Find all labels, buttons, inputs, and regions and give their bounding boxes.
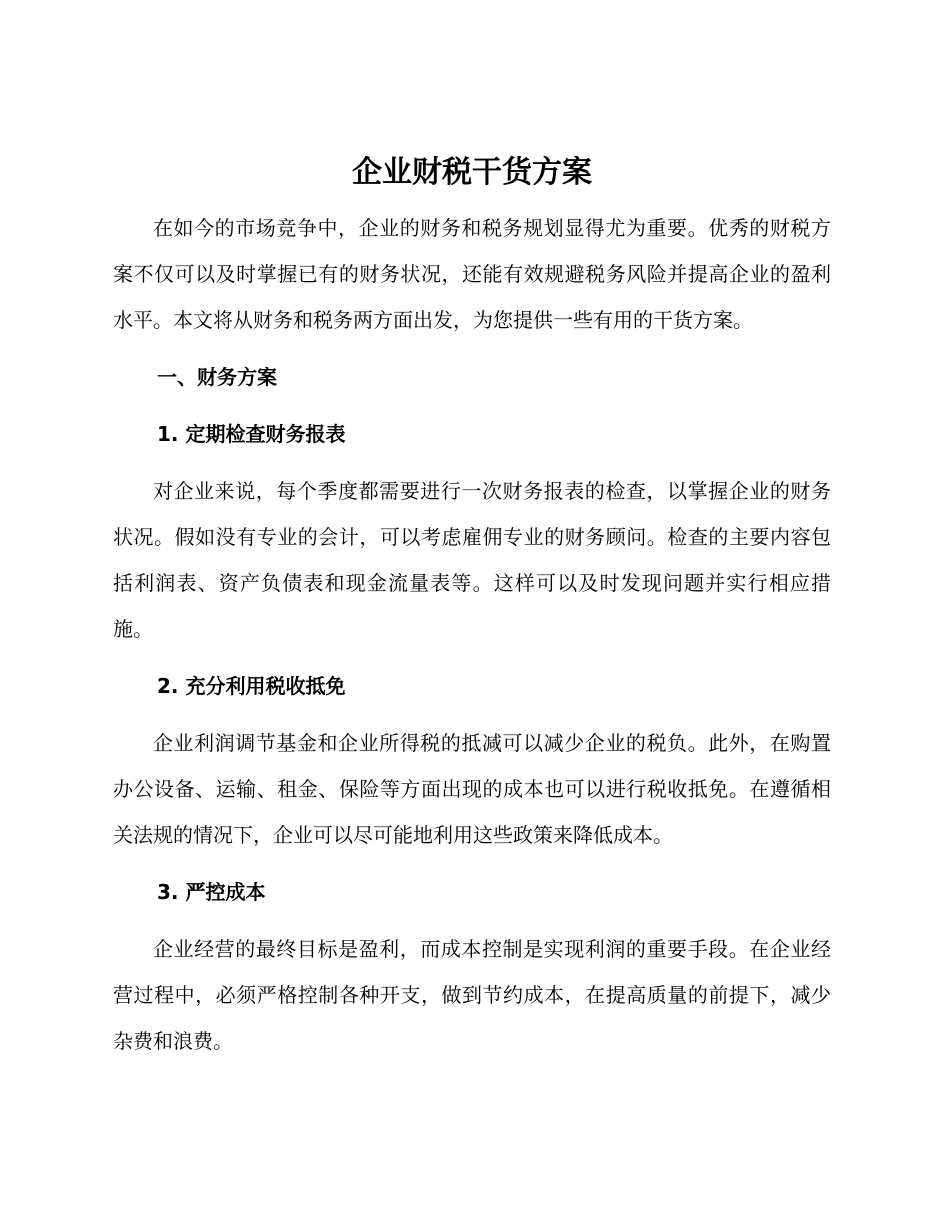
item-body-1: 对企业来说，每个季度都需要进行一次财务报表的检查，以掌握企业的财务状况。假如没有专业的会计，可以考虑雇佣专业的财务顾问。检查的主要内容包括利润表、资产负债表和现金流量表等。这样可以及时发现问题并实行相应措施。 bbox=[113, 479, 831, 641]
item-body-3: 企业经营的最终目标是盈利，而成本控制是实现利润的重要手段。在企业经营过程中，必须严格控制各种开支，做到节约成本，在提高质量的前提下，减少杂费和浪费。 bbox=[113, 937, 831, 1053]
item-heading-3: 3. 严控成本 bbox=[157, 880, 266, 904]
item-heading-1: 1. 定期检查财务报表 bbox=[157, 422, 346, 446]
item-heading-2: 2. 充分利用税收抵免 bbox=[157, 674, 346, 698]
document-title: 企业财税干货方案 bbox=[352, 155, 592, 190]
item-body-2: 企业利润调节基金和企业所得税的抵减可以减少企业的税负。此外，在购置办公设备、运输、租金、保险等方面出现的成本也可以进行税收抵免。在遵循相关法规的情况下，企业可以尽可能地利用这些政策来降低成本。 bbox=[113, 731, 831, 847]
intro-paragraph: 在如今的市场竞争中，企业的财务和税务规划显得尤为重要。优秀的财税方案不仅可以及时掌握已有的财务状况，还能有效规避税务风险并提高企业的盈利水平。本文将从财务和税务两方面出发，为您提供一些有用的干货方案。 bbox=[113, 216, 831, 332]
document-page bbox=[113, 150, 831, 1064]
section-heading-finance: 一、财务方案 bbox=[157, 365, 277, 389]
